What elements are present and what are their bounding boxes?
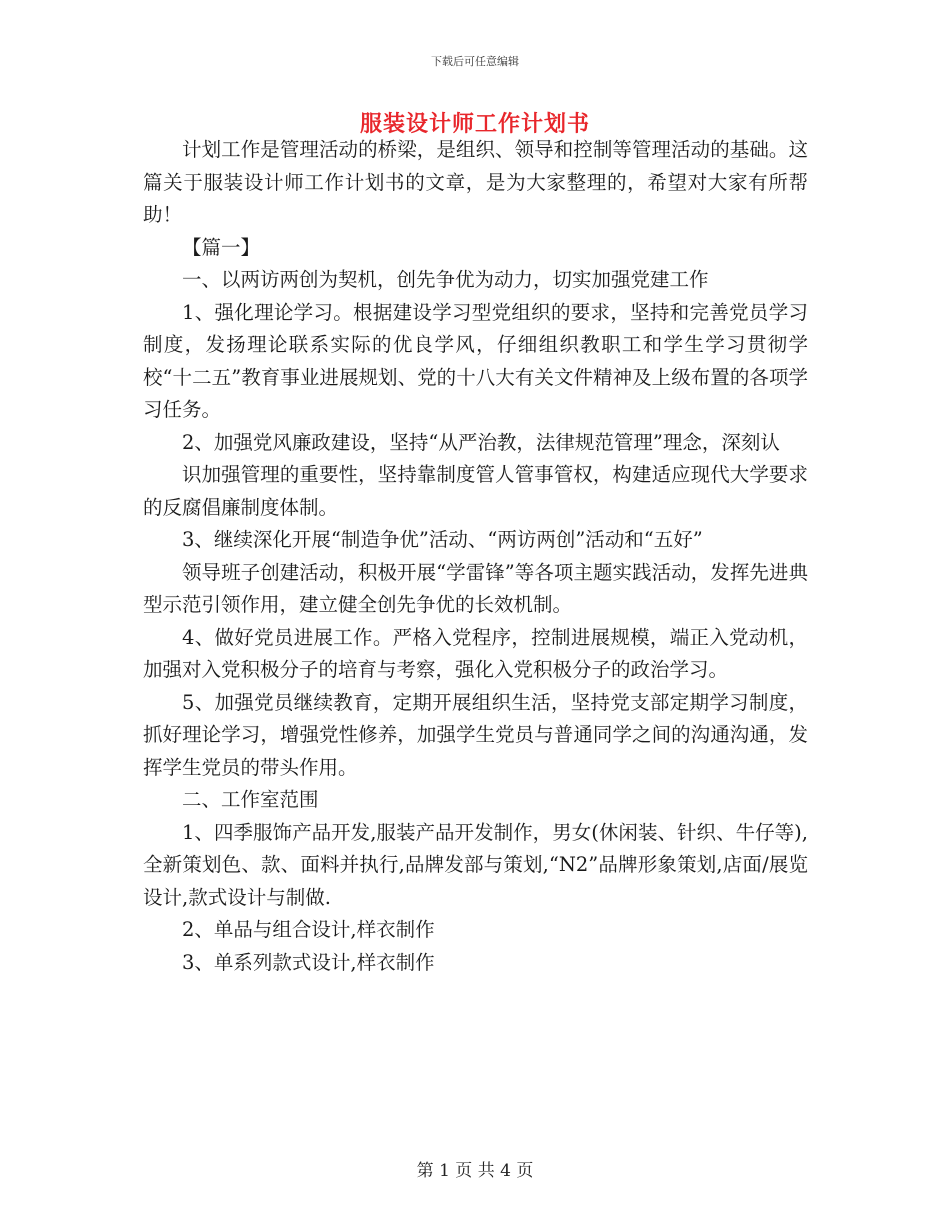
paragraph-item: 3、继续深化开展“制造争优”活动、“两访两创”活动和“五好” <box>182 528 703 551</box>
header-note: 下载后可任意编辑 <box>431 55 519 68</box>
document-body <box>143 134 808 979</box>
paragraph-item: 2、单品与组合设计,样衣制作 <box>182 918 435 941</box>
heading-part-two: 二、工作室范围 <box>182 788 319 811</box>
paragraph-item: 3、单系列款式设计,样衣制作 <box>182 950 435 974</box>
paragraph-item: 识加强管理的重要性，坚持靠制度管人管事管权，构建适应现代大学要求的反腐倡廉制度体制。 <box>143 463 808 519</box>
paragraph-intro: 计划工作是管理活动的桥梁，是组织、领导和控制等管理活动的基础。这篇关于服装设计师工作计划书的文章，是为大家整理的，希望对大家有所帮助！ <box>143 138 808 226</box>
paragraph-item: 1、四季服饰产品开发,服装产品开发制作，男女(休闲装、针织、牛仔等),全新策划色、款、面料并执行,品牌发部与策划,“N2”品牌形象策划,店面/展览设计,款式设计与制做. <box>143 820 808 909</box>
paragraph-item: 2、加强党风廉政建设，坚持“从严治教，法律规范管理”理念，深刻认 <box>182 430 780 454</box>
page-footer: 第 1 页 共 4 页 <box>416 1161 534 1181</box>
paragraph-item: 领导班子创建活动，积极开展“学雷锋”等各项主题实践活动，发挥先进典型示范引领作用，建立健全创先争优的长效机制。 <box>143 560 808 616</box>
paragraph-item: 5、加强党员继续教育，定期开展组织生活，坚持党支部定期学习制度，抓好理论学习，增强党性修养，加强学生党员与普通同学之间的沟通沟通，发挥学生党员的带头作用。 <box>143 690 808 779</box>
document-title: 服装设计师工作计划书 <box>359 111 590 137</box>
paragraph-item: 4、做好党员进展工作。严格入党程序，控制进展规模，端正入党动机，加强对入党积极分子的培育与考察，强化入党积极分子的政治学习。 <box>143 625 808 681</box>
paragraph-item: 1、强化理论学习。根据建设学习型党组织的要求，坚持和完善党员学习制度，发扬理论联系实际的优良学风，仔细组织教职工和学生学习贯彻学校“十二五”教育事业进展规划、党的十八大有关文件精神及上级布置的各项学习任务。 <box>143 300 808 421</box>
section-label: 【篇一】 <box>182 235 261 259</box>
heading-part-one: 一、以两访两创为契机，创先争优为动力，切实加强党建工作 <box>182 268 709 291</box>
